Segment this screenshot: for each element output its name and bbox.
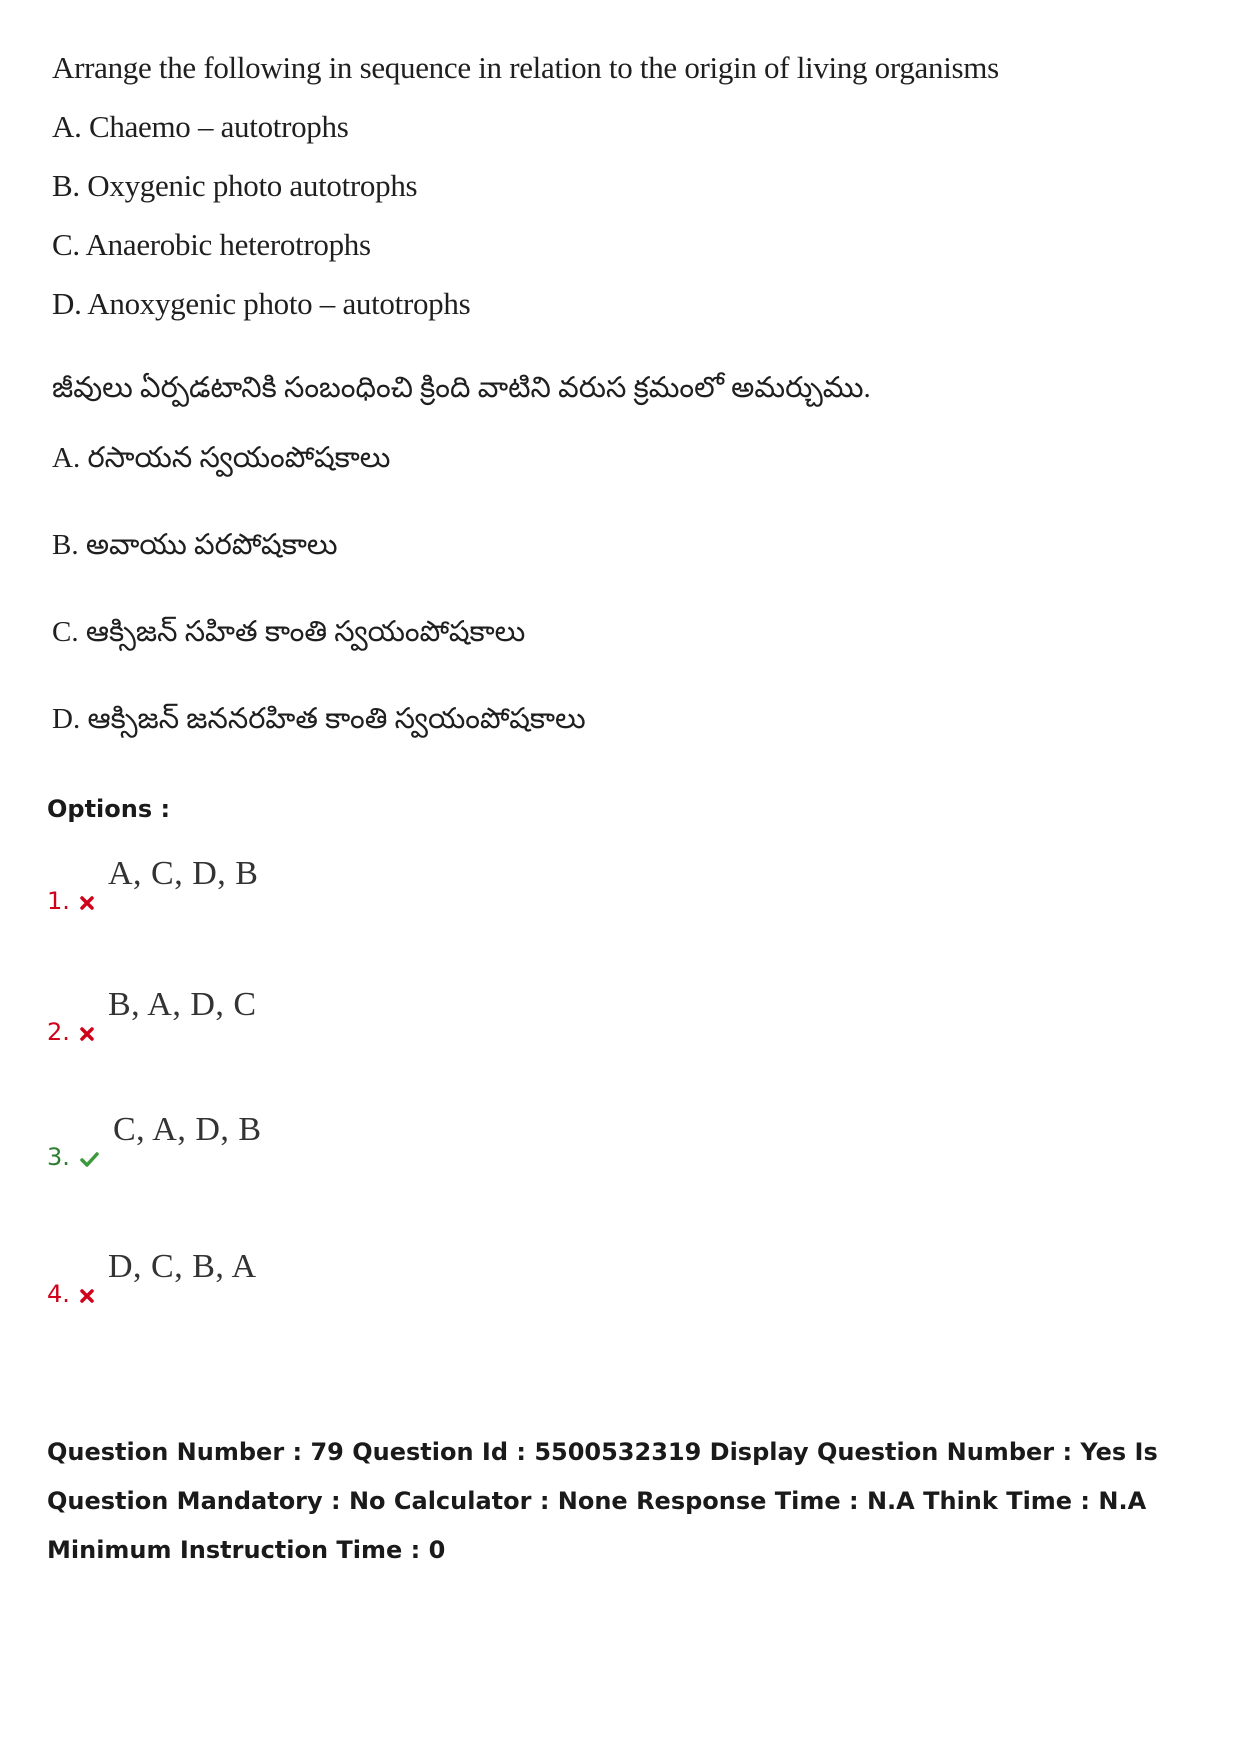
option-text: D, C, B, A xyxy=(108,1248,257,1285)
question-english xyxy=(52,38,999,333)
cross-icon xyxy=(77,1024,97,1044)
option-number: 2. xyxy=(47,1018,70,1046)
question-item-te: B. అవాయు పరపోషకాలు xyxy=(52,529,338,561)
option-text: A, C, D, B xyxy=(108,855,259,892)
option-text: B, A, D, C xyxy=(108,986,257,1023)
cross-icon xyxy=(77,1286,97,1306)
check-icon xyxy=(77,1149,101,1169)
option-number: 4. xyxy=(47,1280,70,1308)
question-item-en: D. Anoxygenic photo – autotrophs xyxy=(52,286,471,321)
option-3[interactable] xyxy=(47,1111,447,1171)
question-title-te: జీవులు ఏర్పడటానికి సంబంధించి క్రింది వాటిని వరుస క్రమంలో అమర్చుము. xyxy=(52,372,871,404)
question-item-en: B. Oxygenic photo autotrophs xyxy=(52,168,418,203)
option-number: 3. xyxy=(47,1143,70,1171)
option-1[interactable] xyxy=(47,855,447,915)
question-telugu xyxy=(52,372,871,790)
question-item-en: C. Anaerobic heterotrophs xyxy=(52,227,371,262)
question-title-en: Arrange the following in sequence in relation to the origin of living organisms xyxy=(52,50,999,85)
question-item-te: A. రసాయన స్వయంపోషకాలు xyxy=(52,442,391,474)
options-label: Options : xyxy=(47,795,171,823)
option-number: 1. xyxy=(47,887,70,915)
question-item-te: C. ఆక్సిజన్ సహిత కాంతి స్వయంపోషకాలు xyxy=(52,616,526,648)
question-item-te: D. ఆక్సిజన్ జననరహిత కాంతి స్వయంపోషకాలు xyxy=(52,703,586,735)
option-2[interactable] xyxy=(47,986,447,1046)
question-metadata: Question Number : 79 Question Id : 5500532319 Display Question Number : Yes Is Question Mandatory : No Calculator : None Response Time : N.A Think Time : N.A Minimum Instruction Time : 0 xyxy=(47,1438,1158,1564)
cross-icon xyxy=(77,893,97,913)
option-4[interactable] xyxy=(47,1248,447,1308)
option-text: C, A, D, B xyxy=(113,1111,262,1148)
question-item-en: A. Chaemo – autotrophs xyxy=(52,109,349,144)
